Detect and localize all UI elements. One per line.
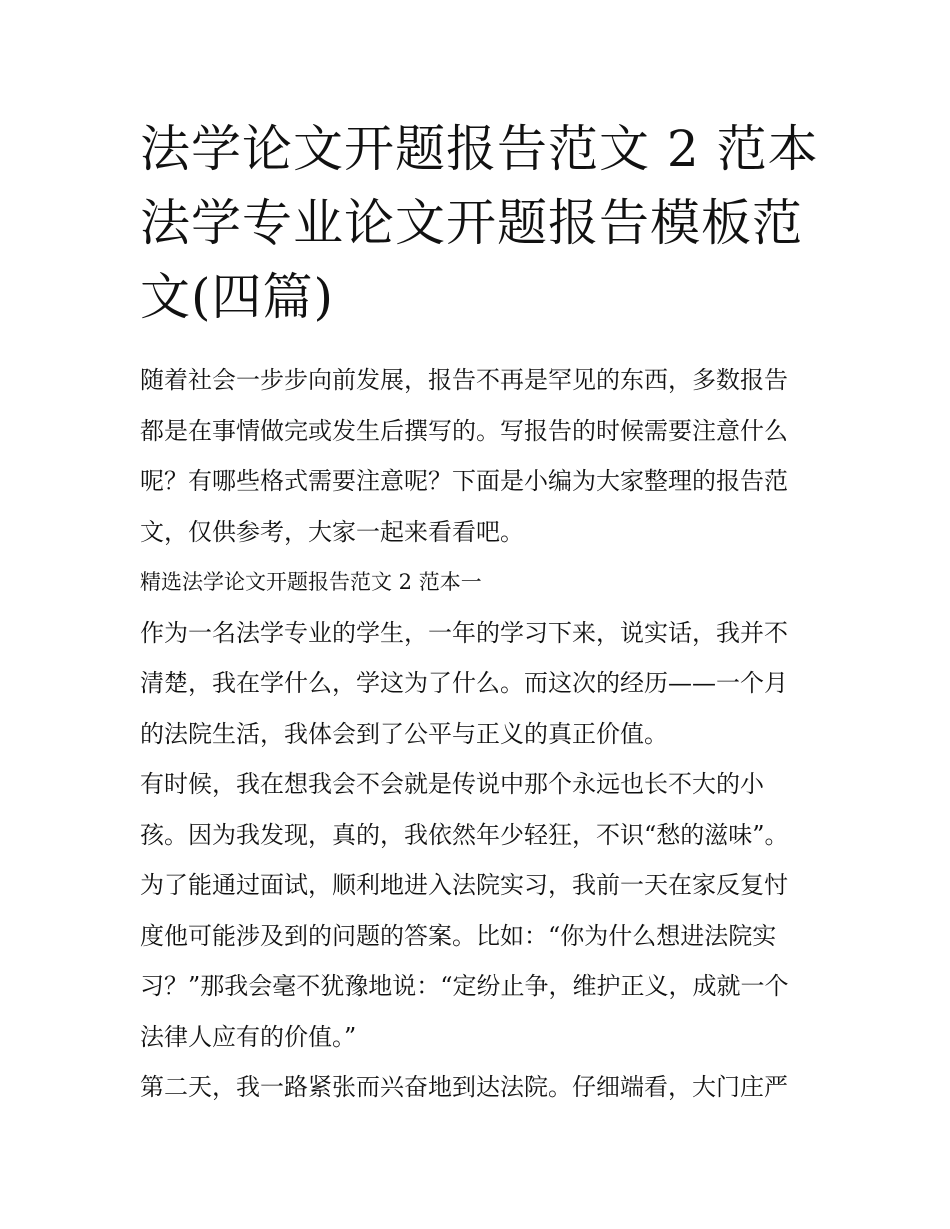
body-paragraph: 有时候，我在想我会不会就是传说中那个永远也长不大的小 孩。因为我发现，真的，我依然年少轻狂，不识“愁的滋味”。 为了能通过面试，顺利地进入法院实习，我前一天在家反复忖 度他可能涉及到的问题的答案。比如：“你为什么想进法院实 习？”那我会毫不犹豫地说：“定纷止争，维护正义，成就一个 法律人应有的价值。” (140, 770, 789, 1051)
document-body (140, 355, 820, 1113)
intro-paragraph: 随着社会一步步向前发展，报告不再是罕见的东西，多数报告 都是在事情做完或发生后撰写的。写报告的时候需要注意什么 呢？有哪些格式需要注意呢？下面是小编为大家整理的报告范 文，仅供参考，大家一起来看看吧。 (140, 366, 788, 546)
body-paragraph: 作为一名法学专业的学生，一年的学习下来，说实话，我并不 清楚，我在学什么，学这为了什么。而这次的经历——一个月 的法院生活，我体会到了公平与正义的真正价值。 (140, 618, 788, 748)
document-title: 法学论文开题报告范文 2 范本 法学专业论文开题报告模板范 文(四篇) (140, 120, 819, 326)
section-heading: 精选法学论文开题报告范文 2 范本一 (140, 570, 482, 594)
body-paragraph: 第二天，我一路紧张而兴奋地到达法院。仔细端看，大门庄严 (140, 1073, 788, 1101)
